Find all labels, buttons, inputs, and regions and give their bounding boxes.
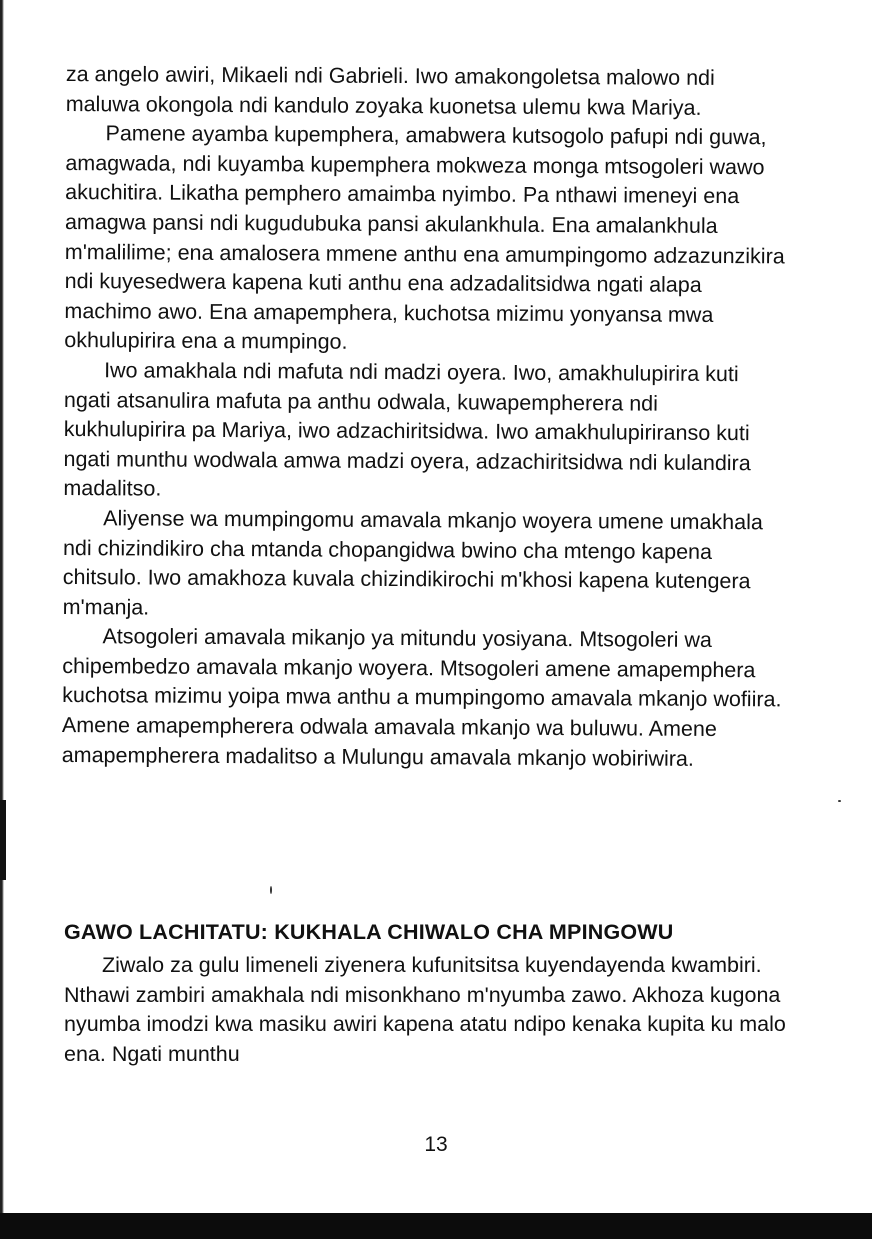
scan-edge-left bbox=[0, 0, 4, 1239]
section-heading: GAWO LACHITATU: KUKHALA CHIWALO CHA MPINGOWU bbox=[64, 920, 674, 944]
paragraph-2: Pamene ayamba kupemphera, amabwera kutsogolo pafupi ndi guwa, amagwada, ndi kuyamba kupemphera mokweza monga mtsogoleri wawo akuchitira. Likatha pemphero amaimba nyimbo. Pa nthawi imeneyi ena amagwa pansi ndi kugudubuka pansi akulankhula. Ena amalankhula m'malilime; ena amalosera mmene anthu ena amumpingomo adzazunzikira ndi kuyesedwera kapena kuti anthu ena adzadalitsidwa ngati alapa machimo awo. Ena amapemphera, kuchotsa mizimu yonyansa mwa okhulupirira ena a mumpingo. bbox=[64, 121, 785, 355]
paragraph-4: Aliyense wa mumpingomu amavala mkanjo woyera umene umakhala ndi chizindikiro cha mtanda chopangidwa bwino cha mtengo kapena chitsulo. Iwo amakhoza kuvala chizindikirochi m'khosi kapena kutengera m'manja. bbox=[62, 506, 763, 620]
scan-edge-bottom bbox=[0, 1213, 872, 1239]
paragraph-5: Atsogoleri amavala mikanjo ya mitundu yosiyana. Mtsogoleri wa chipembedzo amavala mkanjo woyera. Mtsogoleri amene amapemphera kuchotsa mizimu yoipa mwa anthu a mumpingomo amavala mkanjo wofiira. Amene amapempherera odwala amavala mkanjo wa buluwu. Amene amapempherera madalitso a Mulungu amavala mkanjo wobiriwira. bbox=[61, 624, 782, 771]
scan-speck bbox=[270, 886, 272, 894]
paragraph-1: za angelo awiri, Mikaeli ndi Gabrieli. Iwo amakongoletsa malowo ndi maluwa okongola ndi kandulo zoyaka kuonetsa ulemu kwa Mariya. bbox=[65, 61, 715, 120]
page-body bbox=[62, 60, 786, 775]
scan-speck bbox=[838, 800, 841, 802]
page-number: 13 bbox=[424, 1133, 448, 1156]
paragraph-3: Iwo amakhala ndi mafuta ndi madzi oyera. Iwo, amakhulupirira kuti ngati atsanulira mafuta pa anthu odwala, kuwapempherera ndi kukhulupirira pa Mariya, iwo adzachiritsidwa. Iwo amakhulupiriranso kuti ngati munthu wodwala amwa madzi oyera, adzachiritsidwa ndi kulandira madalitso. bbox=[63, 358, 751, 501]
scan-edge-mark bbox=[0, 800, 6, 880]
section-paragraph: Ziwalo za gulu limeneli ziyenera kufunitsitsa kuyendayenda kwambiri. Nthawi zambiri amakhala ndi misonkhano m'nyumba zawo. Akhoza kugona nyumba imodzi kwa masiku awiri kapena atatu ndipo kenaka kupita ku malo ena. Ngati munthu bbox=[64, 953, 786, 1066]
